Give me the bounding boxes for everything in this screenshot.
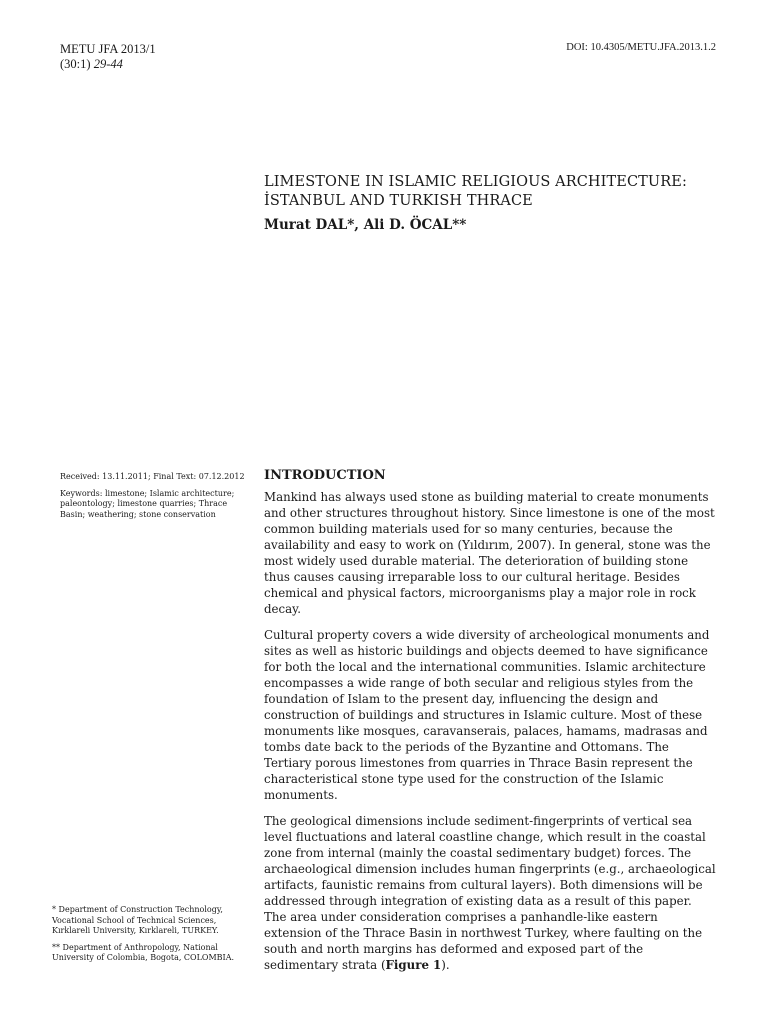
figure-1-reference[interactable]: Figure 1 <box>385 958 442 972</box>
sidebar-meta <box>60 472 245 526</box>
paragraph-2: Cultural property covers a wide diversity of archeological monuments and sites as well as historic buildings and objects deemed to have significance for both the local and the international communities. Islamic architecture encompasses a wide range of both secular and religious styles from the foundation of Islam to the present day, influencing the design and construction of buildings and structures in Islamic culture. Most of these monuments like mosques, caravanserais, palaces, hamams, madrasas and tombs date back to the periods of the Byzantine and Ottomans. The Tertiary porous limestones from quarries in Thrace Basin represent the characteristical stone type used for the construction of the Islamic monuments. <box>264 628 710 802</box>
title-block <box>264 173 724 233</box>
journal-volume <box>60 57 156 72</box>
paragraph-3-text: The geological dimensions include sediment-fingerprints of vertical sea level fluctuations and lateral coastline change, which result in the coastal zone from internal (mainly the coastal sedimentary budget) forces. The archaeological dimension includes human fingerprints (e.g., archaeological artifacts, faunistic remains from cultural layers). Both dimensions will be addressed through integration of existing data as a result of this paper. The area under consideration comprises a panhandle-like eastern extension of the Thrace Basin in northwest Turkey, where faulting on the south and north margins has deformed and exposed part of the sedimentary strata ( <box>264 814 716 972</box>
journal-volume-number: (30:1) <box>60 57 91 71</box>
main-text <box>264 468 716 983</box>
journal-info <box>60 42 156 72</box>
title-line-1: LIMESTONE IN ISLAMIC RELIGIOUS ARCHITECTURE: <box>264 174 687 190</box>
footnote-1: * Department of Construction Technology, Vocational School of Technical Sciences, Kırklareli University, Kırklareli, TURKEY. <box>52 905 223 935</box>
title-line-2: İSTANBUL AND TURKISH THRACE <box>264 193 533 209</box>
keywords: Keywords: limestone; Islamic architecture; paleontology; limestone quarries; Thrace Basin; weathering; stone conservation <box>60 488 235 519</box>
section-heading: INTRODUCTION <box>264 468 386 483</box>
paragraph-3 <box>264 813 716 973</box>
doi: DOI: 10.4305/METU.JFA.2013.1.2 <box>566 42 716 53</box>
article-title <box>264 173 724 211</box>
paragraph-3-end: ). <box>441 958 450 972</box>
journal-pages: 29-44 <box>93 57 123 71</box>
paragraph-1: Mankind has always used stone as building material to create monuments and other structures throughout history. Since limestone is one of the most common building materials used for so many centuries, because the availability and easy to work on (Yıldırım, 2007). In general, stone was the most widely used durable material. The deterioration of building stone thus causes causing irreparable loss to our cultural heritage. Besides chemical and physical factors, microorganisms play a major role in rock decay. <box>264 490 715 616</box>
authors: Murat DAL*, Ali D. ÖCAL** <box>264 217 467 233</box>
footnote-2: ** Department of Anthropology, National University of Colombia, Bogota, COLOMBIA. <box>52 942 235 962</box>
received-dates: Received: 13.11.2011; Final Text: 07.12.2012 <box>60 472 245 481</box>
journal-name: METU JFA 2013/1 <box>60 42 156 56</box>
affiliation-footnotes <box>52 905 252 970</box>
